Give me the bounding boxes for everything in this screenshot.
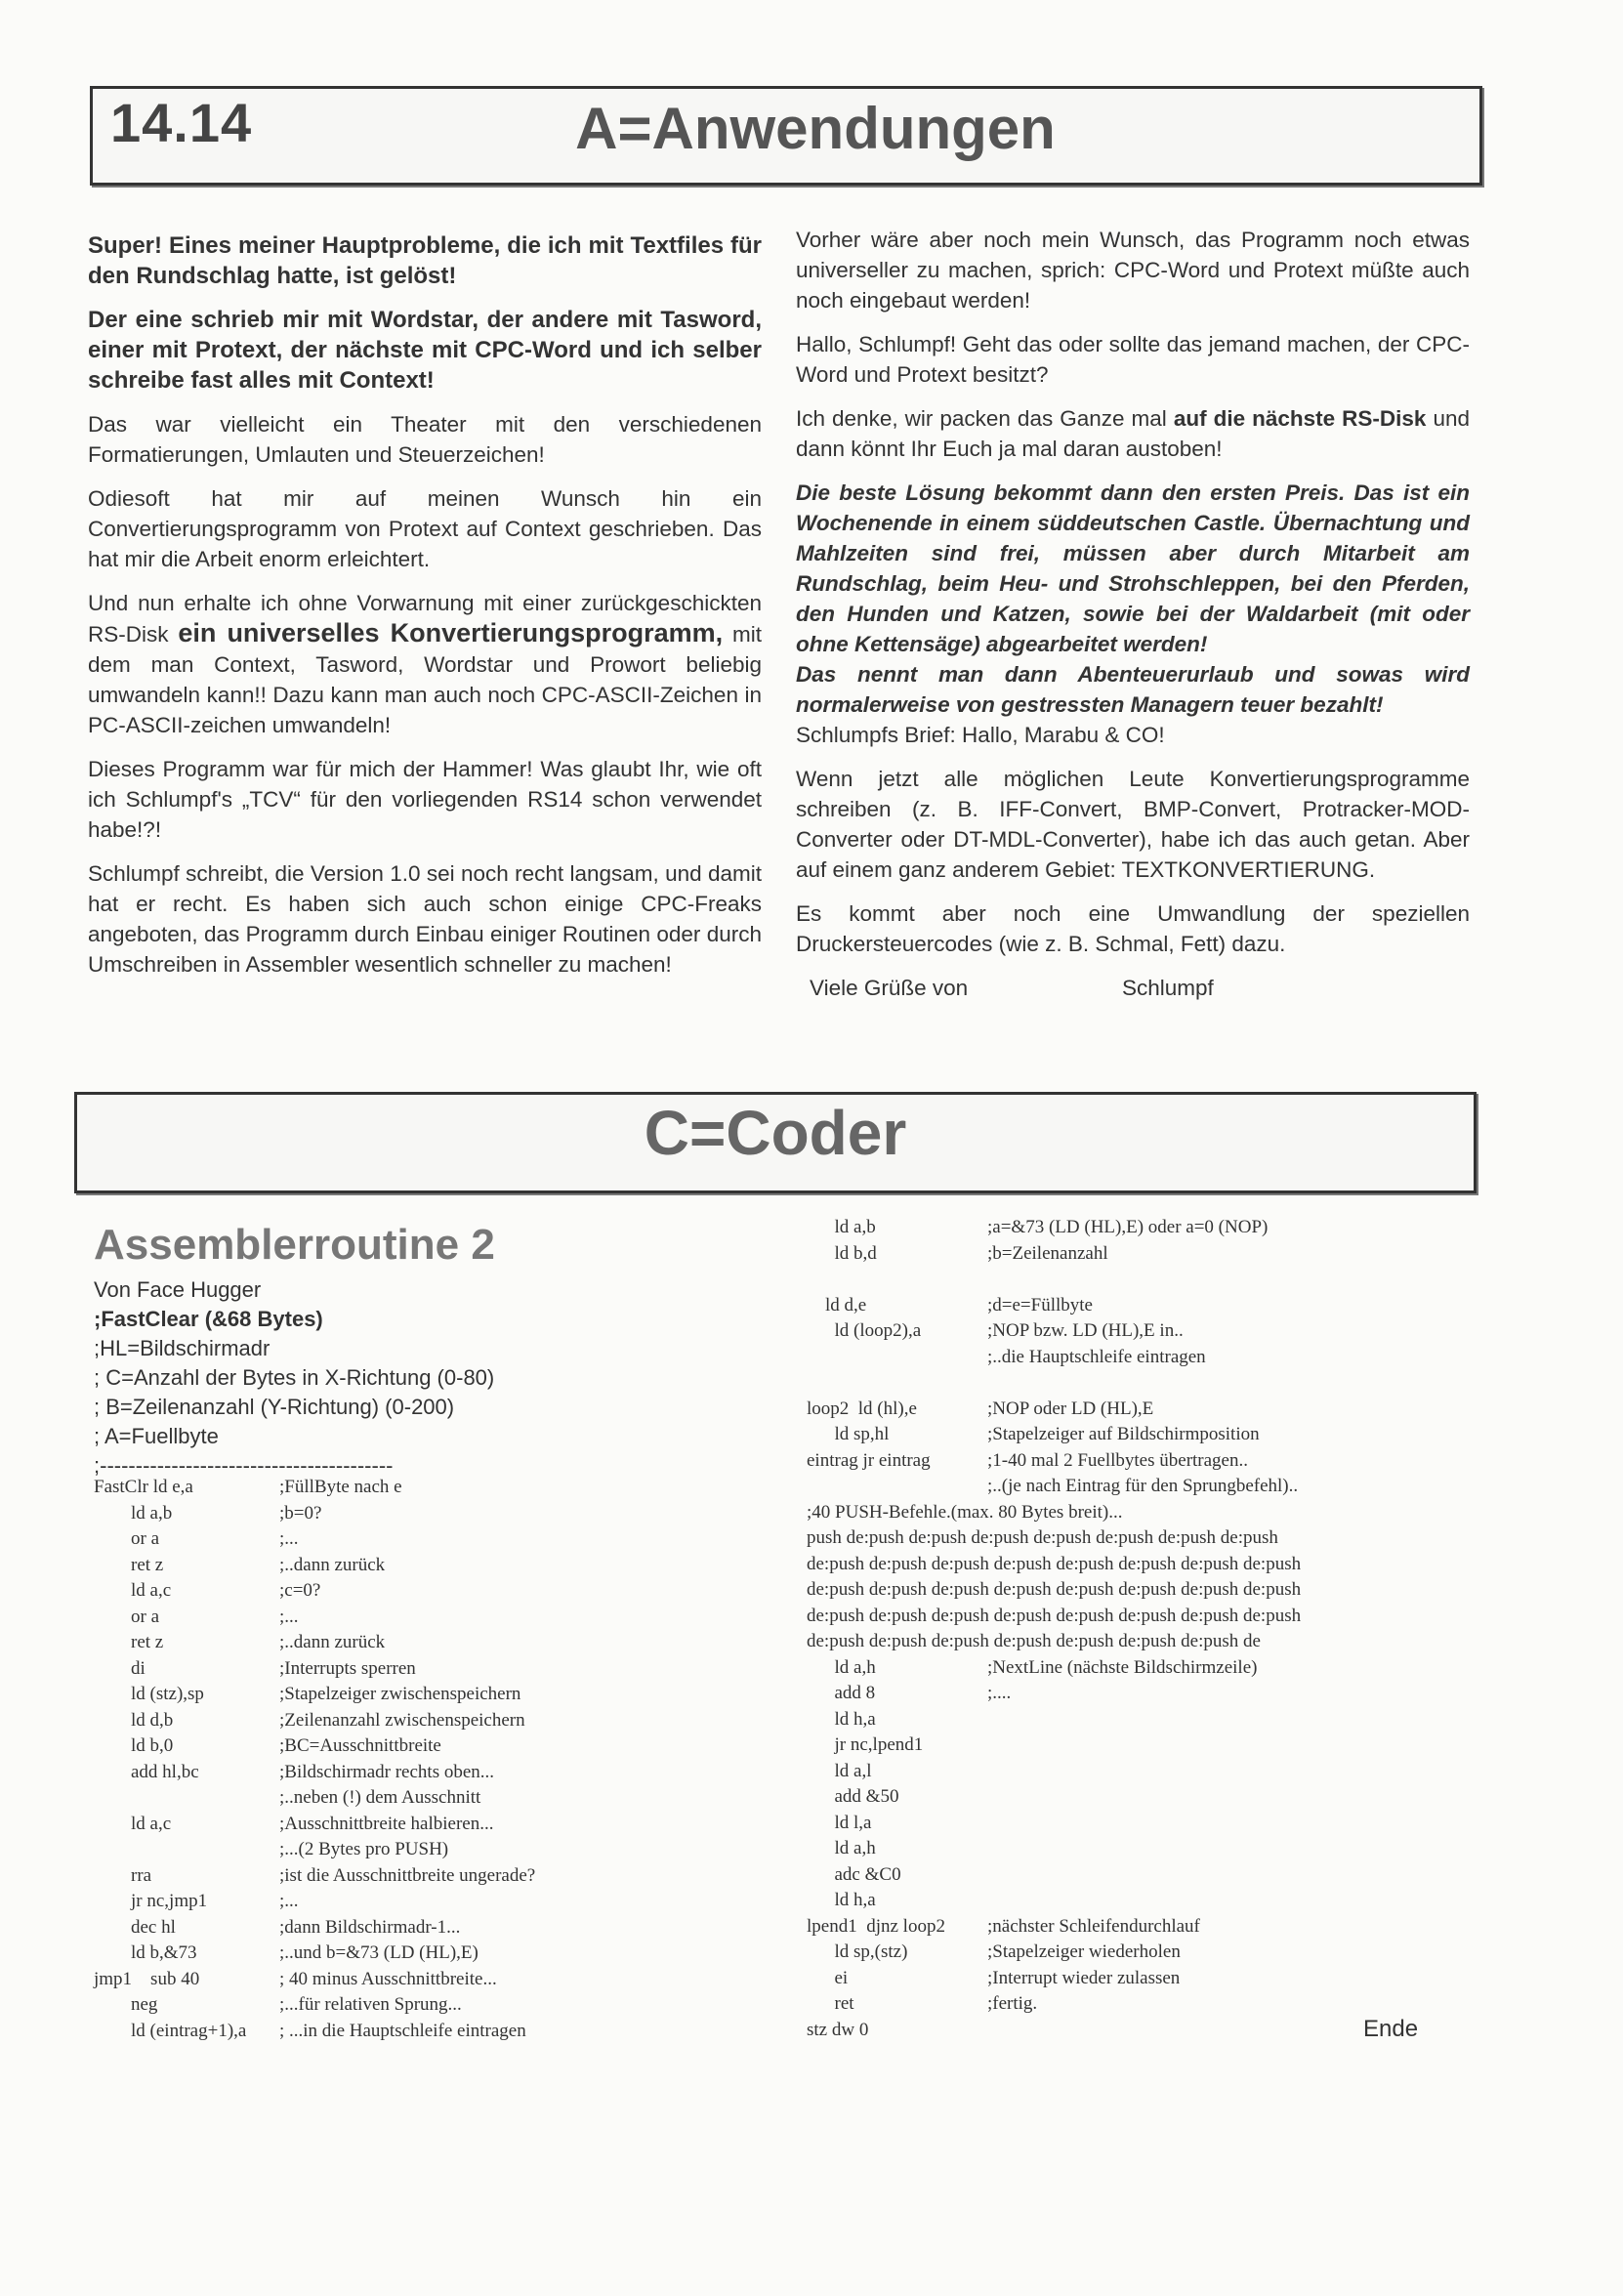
code-instruction: eintrag jr eintrag xyxy=(807,1449,931,1471)
code-instruction: ret z xyxy=(94,1632,164,1652)
code-line xyxy=(807,1293,1490,1319)
code-instruction: neg xyxy=(94,1994,158,2015)
paragraph: Der eine schrieb mir mit Wordstar, der andere mit Tasword, einer mit Protext, der nächste mit CPC-Word und ich selber schreibe fast alles mit Context! xyxy=(88,307,762,394)
code-line xyxy=(807,1966,1490,1992)
code-line xyxy=(807,1888,1490,1914)
code-line xyxy=(94,1578,777,1605)
code-instruction: jr nc,lpend1 xyxy=(807,1734,924,1755)
code-instruction: ld (loop2),a xyxy=(807,1320,922,1341)
section-title-anwendungen: A=Anwendungen xyxy=(575,96,1056,161)
code-comment: ;Stapelzeiger wiederholen xyxy=(987,1941,1181,1962)
code-instruction xyxy=(807,1370,987,1397)
paragraph xyxy=(796,403,1470,464)
article-title: Assemblerroutine 2 xyxy=(94,1221,495,1269)
paragraph: Super! Eines meiner Hauptprobleme, die ich mit Textfiles für den Rundschlag hatte, ist gelöst! xyxy=(88,232,762,289)
code-line xyxy=(807,1241,1490,1268)
code-comment: ;FüllByte nach e xyxy=(279,1477,402,1497)
code-instruction xyxy=(94,1785,279,1812)
code-listing-right xyxy=(807,1215,1490,2043)
intro-line: ; A=Fuellbyte xyxy=(94,1424,219,1448)
code-instruction: ret z xyxy=(94,1554,164,1575)
code-comment: ;..die Hauptschleife eintragen xyxy=(987,1346,1206,1367)
code-comment: ;Interrupts sperren xyxy=(279,1657,416,1679)
code-comment: ; ...in die Hauptschleife eintragen xyxy=(279,2020,526,2041)
code-instruction: di xyxy=(94,1657,146,1679)
section-banner-coder xyxy=(74,1092,1477,1193)
code-line xyxy=(94,1837,777,1863)
code-line xyxy=(807,1370,1490,1397)
code-line xyxy=(807,1707,1490,1733)
code-line xyxy=(94,1915,777,1941)
paragraph: Dieses Programm war für mich der Hammer! Was glaubt Ihr, wie oft ich Schlumpf's „TCV“ für den vorliegenden RS14 schon verwendet habe!?! xyxy=(88,757,762,842)
code-line xyxy=(94,1760,777,1786)
intro-line: ;HL=Bildschirmadr xyxy=(94,1336,270,1360)
paragraph: Odiesoft hat mir auf meinen Wunsch hin ein Convertierungsprogramm von Protext auf Context geschrieben. Das hat mir die Arbeit enorm erleichtert. xyxy=(88,486,762,571)
code-line xyxy=(94,1501,777,1527)
code-instruction: dec hl xyxy=(94,1916,176,1938)
code-comment: ;b=0? xyxy=(279,1502,322,1524)
code-instruction: ld a,c xyxy=(94,1813,172,1834)
code-instruction xyxy=(807,1474,987,1500)
code-comment: ;... xyxy=(279,1606,299,1627)
code-line xyxy=(807,1500,1490,1526)
code-line xyxy=(94,1733,777,1760)
section-banner-anwendungen xyxy=(90,86,1482,186)
code-listing-left xyxy=(94,1475,777,2044)
code-comment: ;Stapelzeiger zwischenspeichern xyxy=(279,1684,521,1704)
paragraph: Es kommt aber noch eine Umwandlung der speziellen Druckersteuercodes (wie z. B. Schmal, Fett) dazu. xyxy=(796,901,1470,956)
code-comment: ;...für relativen Sprung... xyxy=(279,1994,462,2015)
code-line xyxy=(94,1941,777,1967)
code-instruction: ;40 PUSH-Befehle.(max. 80 Bytes breit)... xyxy=(807,1501,1123,1523)
code-comment: ; 40 minus Ausschnittbreite... xyxy=(279,1968,497,1989)
code-instruction: rra xyxy=(94,1864,152,1886)
paragraph: Hallo, Schlumpf! Geht das oder sollte das jemand machen, der CPC-Word und Protext besitzt? xyxy=(796,332,1470,387)
code-instruction: ld b,0 xyxy=(94,1735,174,1756)
code-line xyxy=(807,1784,1490,1811)
code-line xyxy=(94,1992,777,2019)
text-span: Ich denke, wir packen das Ganze mal xyxy=(796,406,1174,431)
code-line xyxy=(807,1604,1490,1630)
code-instruction: ld a,h xyxy=(807,1838,876,1858)
code-instruction: ld d,e xyxy=(807,1294,867,1315)
page-number: 14.14 xyxy=(110,92,253,153)
code-comment: ;Interrupt wieder zulassen xyxy=(987,1967,1181,1988)
code-instruction: ld d,b xyxy=(94,1709,174,1731)
code-comment: ;c=0? xyxy=(279,1580,321,1601)
code-line xyxy=(94,1708,777,1734)
intro-line: ; B=Zeilenanzahl (Y-Richtung) (0-200) xyxy=(94,1395,455,1419)
code-comment: ;..dann zurück xyxy=(279,1554,386,1575)
code-line xyxy=(94,1605,777,1631)
code-line xyxy=(94,1656,777,1683)
code-line xyxy=(94,1682,777,1708)
paragraph: Vorher wäre aber noch mein Wunsch, das Programm noch etwas universeller zu machen, sprich: CPC-Word und Protext müßte auch noch eingebaut werden! xyxy=(796,228,1470,313)
right-text-column xyxy=(796,225,1470,1003)
code-comment: ;..neben (!) dem Ausschnitt xyxy=(279,1787,481,1808)
code-comment: ;...(2 Bytes pro PUSH) xyxy=(279,1839,449,1859)
code-comment: ;b=Zeilenanzahl xyxy=(987,1242,1108,1264)
code-comment: ;Zeilenanzahl zwischenspeichern xyxy=(279,1709,525,1731)
code-instruction: ld h,a xyxy=(807,1708,876,1730)
article-intro xyxy=(94,1275,494,1481)
code-instruction: ei xyxy=(807,1967,849,1988)
prize-paragraph: Die beste Lösung bekommt dann den ersten Preis. Das ist ein Wochenende in einem süddeutschen Castle. Übernachtung und Mahlzeiten sind frei, müssen aber durch Mitarbeit am Rundschlag, beim Heu- und Strohschleppen, bei den Pferden, den Hunden und Katzen, sowie bei der Waldarbeit (mit oder ohne Kettensäge) abgearbeitet werden! xyxy=(796,480,1470,656)
code-instruction: stz dw 0 xyxy=(807,2019,869,2040)
code-comment: ;Ausschnittbreite halbieren... xyxy=(279,1813,494,1834)
code-line xyxy=(807,1811,1490,1837)
code-instruction: ld (eintrag+1),a xyxy=(94,2020,247,2041)
code-instruction: jr nc,jmp1 xyxy=(94,1891,208,1911)
code-line xyxy=(807,1629,1490,1655)
intro-line: ;----------------------------------------- xyxy=(94,1453,394,1478)
code-line xyxy=(94,1967,777,1993)
code-comment: ;dann Bildschirmadr-1... xyxy=(279,1916,461,1938)
code-instruction: push de:push de:push de:push de:push de:push de:push de:push xyxy=(807,1527,1278,1548)
code-instruction: ld sp,(stz) xyxy=(807,1941,908,1962)
code-comment: ;Bildschirmadr rechts oben... xyxy=(279,1761,495,1782)
code-line xyxy=(94,1785,777,1812)
code-comment: ;1-40 mal 2 Fuellbytes übertragen.. xyxy=(987,1449,1248,1471)
code-comment: ;NOP bzw. LD (HL),E in.. xyxy=(987,1320,1184,1341)
code-line xyxy=(807,1318,1490,1345)
code-instruction: jmp1 sub 40 xyxy=(94,1968,200,1989)
left-text-column xyxy=(88,230,762,993)
code-line xyxy=(807,1345,1490,1371)
code-instruction: ld (stz),sp xyxy=(94,1684,204,1704)
code-instruction: FastClr ld e,a xyxy=(94,1477,193,1497)
code-instruction: ld a,b xyxy=(94,1502,173,1524)
code-instruction: ld a,c xyxy=(94,1580,172,1601)
code-line xyxy=(807,1215,1490,1241)
code-line xyxy=(807,1681,1490,1707)
code-instruction: ld a,l xyxy=(807,1760,872,1781)
code-comment: ;.... xyxy=(987,1683,1012,1703)
code-instruction: ld l,a xyxy=(807,1812,872,1833)
code-instruction: ld h,a xyxy=(807,1890,876,1910)
paragraph: Wenn jetzt alle möglichen Leute Konvertierungsprogramme schreiben (z. B. IFF-Convert, BMP-Convert, Protracker-MOD-Converter oder DT-MDL-Converter), habe ich das auch getan. Aber auf einem ganz anderem Gebiet: TEXTKONVERTIERUNG. xyxy=(796,767,1470,882)
bold-span: ein universelles Konvertierungsprogramm, xyxy=(178,618,724,647)
code-line xyxy=(807,1991,1490,2018)
code-instruction: lpend1 djnz loop2 xyxy=(807,1915,945,1937)
code-instruction: add &50 xyxy=(807,1786,899,1807)
code-comment: ;..(je nach Eintrag für den Sprungbefehl).. xyxy=(987,1476,1299,1496)
code-comment: ;a=&73 (LD (HL),E) oder a=0 (NOP) xyxy=(987,1217,1269,1237)
code-comment: ;BC=Ausschnittbreite xyxy=(279,1735,441,1756)
code-line xyxy=(807,1525,1490,1552)
code-line xyxy=(94,1630,777,1656)
code-line xyxy=(94,1526,777,1553)
code-line xyxy=(807,1862,1490,1889)
code-instruction: add hl,bc xyxy=(94,1761,199,1782)
code-instruction: ret xyxy=(807,1993,854,2014)
code-line xyxy=(807,1914,1490,1941)
code-comment: ;... xyxy=(279,1891,299,1911)
code-line xyxy=(807,1577,1490,1604)
section-title-coder: C=Coder xyxy=(644,1098,907,1168)
paragraph xyxy=(88,588,762,740)
code-comment: ;..dann zurück xyxy=(279,1632,386,1652)
code-line xyxy=(94,1812,777,1838)
paragraph: Schlumpf schreibt, die Version 1.0 sei noch recht langsam, und damit hat er recht. Es haben sich auch schon einige CPC-Freaks angeboten, das Programm durch Einbau einiger Routinen oder durch Umschreiben in Assembler wesentlich schneller zu machen! xyxy=(88,861,762,977)
adventure-paragraph: Das nennt man dann Abenteuerurlaub und sowas wird normalerweise von gestressten Managern teuer bezahlt! xyxy=(796,662,1470,717)
paragraph: Das war vielleicht ein Theater mit den verschiedenen Formatierungen, Umlauten und Steuerzeichen! xyxy=(88,412,762,467)
code-line xyxy=(807,1836,1490,1862)
code-instruction: or a xyxy=(94,1606,160,1627)
code-instruction xyxy=(807,1267,987,1293)
code-line xyxy=(94,1889,777,1915)
code-line xyxy=(807,1474,1490,1500)
code-instruction: add 8 xyxy=(807,1683,876,1703)
code-line xyxy=(807,1422,1490,1448)
code-line xyxy=(94,2019,777,2045)
code-instruction: ld sp,hl xyxy=(807,1424,890,1444)
code-instruction xyxy=(94,1837,279,1863)
code-instruction: de:push de:push de:push de:push de:push de:push de:push de xyxy=(807,1631,1261,1651)
code-instruction: de:push de:push de:push de:push de:push de:push de:push de:push xyxy=(807,1579,1302,1600)
code-comment: ;... xyxy=(279,1528,299,1549)
text-span: und dann könnt Ihr Euch ja mal daran austoben! xyxy=(796,406,1470,461)
signature-line xyxy=(796,973,1470,1003)
code-line xyxy=(807,1267,1490,1293)
bold-span: auf die nächste RS-Disk xyxy=(1173,406,1427,431)
signature-name: Schlumpf xyxy=(1122,976,1214,1000)
intro-line: Von Face Hugger xyxy=(94,1277,262,1302)
code-line xyxy=(807,1448,1490,1475)
end-marker: Ende xyxy=(1363,2016,1419,2042)
code-line xyxy=(807,1732,1490,1759)
code-line xyxy=(94,1475,777,1501)
code-instruction: ld b,d xyxy=(807,1242,877,1264)
code-line xyxy=(807,1397,1490,1423)
code-instruction: loop2 ld (hl),e xyxy=(807,1398,917,1419)
code-line xyxy=(807,1552,1490,1578)
code-comment: ;NextLine (nächste Bildschirmzeile) xyxy=(987,1656,1258,1678)
text-span: Und nun erhalte ich ohne Vorwarnung mit einer zurückgeschickten RS-Disk xyxy=(88,591,762,647)
code-line xyxy=(807,1940,1490,1966)
code-line xyxy=(94,1553,777,1579)
code-comment: ;..und b=&73 (LD (HL),E) xyxy=(279,1942,479,1963)
code-comment: ;nächster Schleifendurchlauf xyxy=(987,1915,1200,1937)
code-comment: ;fertig. xyxy=(987,1993,1038,2014)
code-line xyxy=(807,1655,1490,1682)
code-comment: ;d=e=Füllbyte xyxy=(987,1294,1093,1315)
code-instruction: adc &C0 xyxy=(807,1863,901,1885)
code-comment: ;Stapelzeiger auf Bildschirmposition xyxy=(987,1424,1260,1444)
code-comment: ;ist die Ausschnittbreite ungerade? xyxy=(279,1864,536,1886)
code-instruction: ld a,h xyxy=(807,1656,876,1678)
code-instruction: ld b,&73 xyxy=(94,1942,197,1963)
code-instruction xyxy=(807,1345,987,1371)
code-instruction: de:push de:push de:push de:push de:push de:push de:push de:push xyxy=(807,1553,1302,1574)
intro-line: ;FastClear (&68 Bytes) xyxy=(94,1307,323,1331)
code-comment: ;NOP oder LD (HL),E xyxy=(987,1398,1154,1419)
code-instruction: de:push de:push de:push de:push de:push de:push de:push de:push xyxy=(807,1605,1302,1626)
code-instruction: ld a,b xyxy=(807,1217,876,1237)
intro-line: ; C=Anzahl der Bytes in X-Richtung (0-80) xyxy=(94,1365,495,1390)
code-instruction: or a xyxy=(94,1528,160,1549)
signature-greeting: Viele Grüße von xyxy=(810,976,969,1000)
code-line xyxy=(94,1863,777,1890)
code-line xyxy=(807,1759,1490,1785)
text-span: mit dem man Context, Tasword, Wordstar und Prowort beliebig umwandeln kann!! Dazu kann man auch noch CPC-ASCII-Zeichen in PC-ASCII-zeichen umwandeln! xyxy=(88,622,763,737)
letter-greeting: Schlumpfs Brief: Hallo, Marabu & CO! xyxy=(796,723,1165,747)
